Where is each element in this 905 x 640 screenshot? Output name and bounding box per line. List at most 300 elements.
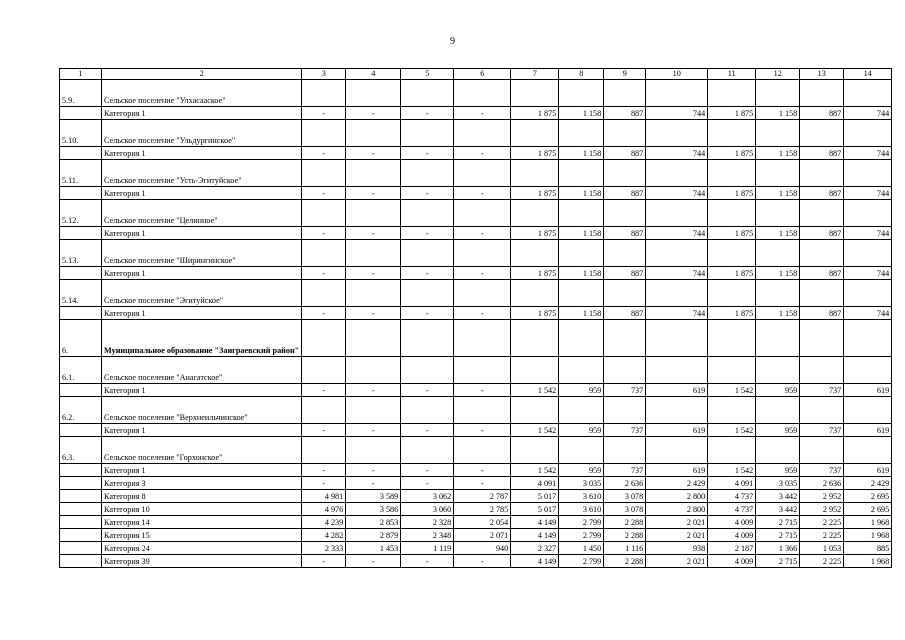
empty-cell: [800, 120, 844, 147]
value-cell: 2 327: [511, 542, 559, 555]
value-cell: 3 610: [559, 490, 604, 503]
value-cell: 959: [559, 424, 604, 437]
value-cell: 3 078: [604, 490, 646, 503]
row-index: [60, 503, 102, 516]
value-cell: 938: [646, 542, 708, 555]
value-cell: -: [401, 424, 454, 437]
empty-cell: [756, 437, 800, 464]
row-name: Сельское поселение "Улхасааское": [102, 80, 302, 107]
empty-cell: [604, 437, 646, 464]
value-cell: 1 158: [559, 307, 604, 320]
empty-cell: [708, 280, 756, 307]
empty-cell: [511, 357, 559, 384]
value-cell: 3 078: [604, 503, 646, 516]
column-header: 13: [800, 69, 844, 80]
value-cell: 1 116: [604, 542, 646, 555]
value-cell: 887: [800, 107, 844, 120]
value-cell: 940: [454, 542, 511, 555]
empty-cell: [646, 397, 708, 424]
value-cell: 737: [800, 424, 844, 437]
settlement-row: [60, 120, 892, 147]
value-cell: 885: [844, 542, 892, 555]
value-cell: -: [454, 267, 511, 280]
value-cell: 2 715: [756, 529, 800, 542]
empty-cell: [559, 280, 604, 307]
category-row: [60, 187, 892, 200]
empty-cell: [800, 397, 844, 424]
settlement-row: [60, 240, 892, 267]
empty-cell: [401, 200, 454, 227]
column-header: 4: [346, 69, 401, 80]
value-cell: 1 968: [844, 529, 892, 542]
empty-cell: [401, 280, 454, 307]
value-cell: 2 636: [800, 477, 844, 490]
value-cell: 3 442: [756, 490, 800, 503]
value-cell: 1 875: [708, 107, 756, 120]
empty-cell: [604, 320, 646, 357]
column-header: 9: [604, 69, 646, 80]
value-cell: 744: [646, 307, 708, 320]
column-header: 6: [454, 69, 511, 80]
value-cell: 1 542: [708, 384, 756, 397]
value-cell: 2 429: [844, 477, 892, 490]
value-cell: 2 054: [454, 516, 511, 529]
empty-cell: [454, 280, 511, 307]
column-header: 1: [60, 69, 102, 80]
empty-cell: [346, 240, 401, 267]
empty-cell: [511, 200, 559, 227]
empty-cell: [604, 280, 646, 307]
value-cell: 737: [604, 384, 646, 397]
category-row: [60, 307, 892, 320]
value-cell: 1 875: [511, 107, 559, 120]
value-cell: 1 875: [511, 267, 559, 280]
value-cell: 5 017: [511, 490, 559, 503]
value-cell: 4 737: [708, 503, 756, 516]
empty-cell: [559, 320, 604, 357]
value-cell: 887: [800, 307, 844, 320]
value-cell: 2 787: [454, 490, 511, 503]
empty-cell: [756, 120, 800, 147]
empty-cell: [646, 437, 708, 464]
empty-cell: [708, 80, 756, 107]
empty-cell: [708, 397, 756, 424]
row-name: Категория 1: [102, 307, 302, 320]
row-index: [60, 464, 102, 477]
empty-cell: [454, 200, 511, 227]
empty-cell: [302, 437, 346, 464]
column-header: 14: [844, 69, 892, 80]
row-index: [60, 267, 102, 280]
value-cell: -: [454, 464, 511, 477]
value-cell: 4 737: [708, 490, 756, 503]
empty-cell: [844, 120, 892, 147]
value-cell: 619: [646, 464, 708, 477]
value-cell: -: [454, 384, 511, 397]
row-index: [60, 555, 102, 568]
value-cell: 959: [559, 384, 604, 397]
empty-cell: [454, 120, 511, 147]
page-number: 9: [450, 36, 455, 47]
value-cell: -: [302, 227, 346, 240]
value-cell: 1 875: [708, 307, 756, 320]
value-cell: -: [346, 307, 401, 320]
row-index: 5.14.: [60, 280, 102, 307]
value-cell: 4 981: [302, 490, 346, 503]
empty-cell: [646, 320, 708, 357]
value-cell: 2 071: [454, 529, 511, 542]
value-cell: 2 429: [646, 477, 708, 490]
category-row: [60, 227, 892, 240]
value-cell: 1 158: [559, 147, 604, 160]
value-cell: 1 450: [559, 542, 604, 555]
empty-cell: [708, 357, 756, 384]
empty-cell: [346, 397, 401, 424]
row-index: 5.9.: [60, 80, 102, 107]
empty-cell: [346, 200, 401, 227]
value-cell: 887: [604, 107, 646, 120]
value-cell: -: [401, 477, 454, 490]
value-cell: 619: [844, 424, 892, 437]
empty-cell: [346, 357, 401, 384]
value-cell: -: [401, 267, 454, 280]
value-cell: -: [302, 267, 346, 280]
row-index: [60, 424, 102, 437]
value-cell: -: [401, 555, 454, 568]
value-cell: 1 158: [559, 267, 604, 280]
value-cell: 3 610: [559, 503, 604, 516]
value-cell: 1 158: [756, 267, 800, 280]
row-name: Категория 1: [102, 227, 302, 240]
empty-cell: [844, 437, 892, 464]
value-cell: 2 952: [800, 503, 844, 516]
value-cell: -: [346, 187, 401, 200]
value-cell: 887: [800, 147, 844, 160]
empty-cell: [346, 160, 401, 187]
value-cell: -: [346, 555, 401, 568]
value-cell: 1 968: [844, 555, 892, 568]
row-index: 6.3.: [60, 437, 102, 464]
row-name: Сельское поселение "Верхнеильчинское": [102, 397, 302, 424]
empty-cell: [511, 397, 559, 424]
empty-cell: [511, 120, 559, 147]
value-cell: -: [454, 424, 511, 437]
value-cell: -: [302, 477, 346, 490]
value-cell: 959: [756, 424, 800, 437]
row-index: [60, 307, 102, 320]
empty-cell: [800, 437, 844, 464]
row-name: Сельское поселение "Ширингинское": [102, 240, 302, 267]
empty-cell: [454, 397, 511, 424]
value-cell: 3 589: [346, 490, 401, 503]
empty-cell: [401, 437, 454, 464]
value-cell: -: [302, 187, 346, 200]
value-cell: 2 879: [346, 529, 401, 542]
value-cell: 4 009: [708, 555, 756, 568]
value-cell: 959: [756, 384, 800, 397]
value-cell: 744: [646, 107, 708, 120]
value-cell: 1 158: [559, 187, 604, 200]
empty-cell: [756, 397, 800, 424]
empty-cell: [559, 120, 604, 147]
category-row: [60, 477, 892, 490]
empty-cell: [708, 320, 756, 357]
empty-cell: [604, 240, 646, 267]
empty-cell: [302, 320, 346, 357]
empty-cell: [454, 320, 511, 357]
column-header: 5: [401, 69, 454, 80]
empty-cell: [346, 437, 401, 464]
municipality-row: [60, 320, 892, 357]
value-cell: -: [346, 464, 401, 477]
row-name: Сельское поселение "Усть-Эгитуйское": [102, 160, 302, 187]
value-cell: 744: [844, 107, 892, 120]
row-name: Категория 24: [102, 542, 302, 555]
row-name: Категория 14: [102, 516, 302, 529]
value-cell: -: [401, 307, 454, 320]
value-cell: -: [346, 477, 401, 490]
value-cell: 1 542: [708, 464, 756, 477]
empty-cell: [800, 80, 844, 107]
value-cell: 1 158: [756, 147, 800, 160]
empty-cell: [346, 280, 401, 307]
value-cell: 2 187: [708, 542, 756, 555]
empty-cell: [454, 357, 511, 384]
empty-cell: [559, 80, 604, 107]
row-name: Муниципальное образование "Заиграевский район": [102, 320, 302, 357]
row-name: Категория 8: [102, 490, 302, 503]
value-cell: 2 348: [401, 529, 454, 542]
empty-cell: [844, 200, 892, 227]
value-cell: 1 158: [756, 227, 800, 240]
empty-cell: [756, 357, 800, 384]
value-cell: 1 053: [800, 542, 844, 555]
row-index: [60, 529, 102, 542]
empty-cell: [346, 320, 401, 357]
value-cell: -: [302, 464, 346, 477]
row-index: [60, 147, 102, 160]
empty-cell: [604, 200, 646, 227]
row-name: Категория 1: [102, 107, 302, 120]
value-cell: 3 442: [756, 503, 800, 516]
category-row: [60, 147, 892, 160]
value-cell: 2 695: [844, 490, 892, 503]
value-cell: 1 542: [708, 424, 756, 437]
value-cell: 1 158: [756, 107, 800, 120]
empty-cell: [708, 160, 756, 187]
empty-cell: [604, 160, 646, 187]
empty-cell: [511, 80, 559, 107]
empty-cell: [756, 80, 800, 107]
value-cell: 744: [646, 187, 708, 200]
value-cell: 887: [604, 147, 646, 160]
value-cell: -: [454, 307, 511, 320]
value-cell: -: [346, 227, 401, 240]
category-row: [60, 516, 892, 529]
empty-cell: [604, 80, 646, 107]
empty-cell: [646, 280, 708, 307]
row-index: [60, 187, 102, 200]
value-cell: 887: [604, 227, 646, 240]
value-cell: 1 875: [708, 227, 756, 240]
value-cell: -: [454, 147, 511, 160]
empty-cell: [708, 120, 756, 147]
value-cell: 2 785: [454, 503, 511, 516]
value-cell: 4 239: [302, 516, 346, 529]
category-row: [60, 267, 892, 280]
empty-cell: [511, 160, 559, 187]
row-name: Категория 1: [102, 187, 302, 200]
value-cell: 1 542: [511, 424, 559, 437]
value-cell: -: [401, 227, 454, 240]
value-cell: 1 119: [401, 542, 454, 555]
value-cell: 2 021: [646, 555, 708, 568]
empty-cell: [646, 240, 708, 267]
value-cell: -: [302, 147, 346, 160]
empty-cell: [302, 80, 346, 107]
category-row: [60, 424, 892, 437]
value-cell: -: [454, 187, 511, 200]
empty-cell: [800, 200, 844, 227]
category-row: [60, 490, 892, 503]
empty-cell: [800, 280, 844, 307]
value-cell: 4 091: [511, 477, 559, 490]
value-cell: 1 875: [511, 147, 559, 160]
value-cell: 744: [646, 267, 708, 280]
value-cell: 887: [800, 227, 844, 240]
value-cell: 2 333: [302, 542, 346, 555]
empty-cell: [800, 160, 844, 187]
value-cell: 1 366: [756, 542, 800, 555]
category-row: [60, 464, 892, 477]
empty-cell: [401, 320, 454, 357]
empty-cell: [454, 160, 511, 187]
value-cell: -: [401, 147, 454, 160]
value-cell: 1 968: [844, 516, 892, 529]
row-name: Категория 1: [102, 267, 302, 280]
value-cell: 737: [800, 464, 844, 477]
value-cell: 1 875: [511, 187, 559, 200]
value-cell: 4 009: [708, 516, 756, 529]
value-cell: 4 282: [302, 529, 346, 542]
value-cell: 887: [604, 187, 646, 200]
value-cell: 1 542: [511, 384, 559, 397]
empty-cell: [302, 120, 346, 147]
row-index: 6.2.: [60, 397, 102, 424]
empty-cell: [756, 200, 800, 227]
empty-cell: [708, 240, 756, 267]
settlement-row: [60, 437, 892, 464]
row-index: [60, 384, 102, 397]
value-cell: -: [401, 384, 454, 397]
value-cell: 1 875: [708, 187, 756, 200]
empty-cell: [346, 120, 401, 147]
empty-cell: [646, 200, 708, 227]
empty-cell: [646, 160, 708, 187]
value-cell: 2 225: [800, 529, 844, 542]
row-name: Категория 39: [102, 555, 302, 568]
empty-cell: [559, 357, 604, 384]
value-cell: 3 062: [401, 490, 454, 503]
value-cell: -: [302, 424, 346, 437]
row-index: [60, 542, 102, 555]
value-cell: 2 021: [646, 516, 708, 529]
value-cell: 2 853: [346, 516, 401, 529]
value-cell: -: [454, 107, 511, 120]
row-name: Категория 1: [102, 147, 302, 160]
value-cell: 2 799: [559, 555, 604, 568]
empty-cell: [604, 120, 646, 147]
settlement-row: [60, 80, 892, 107]
value-cell: 2 636: [604, 477, 646, 490]
empty-cell: [844, 357, 892, 384]
empty-cell: [454, 80, 511, 107]
value-cell: 2 328: [401, 516, 454, 529]
value-cell: 2 715: [756, 555, 800, 568]
value-cell: 5 017: [511, 503, 559, 516]
value-cell: -: [401, 107, 454, 120]
empty-cell: [604, 357, 646, 384]
value-cell: -: [346, 267, 401, 280]
value-cell: 1 542: [511, 464, 559, 477]
empty-cell: [844, 280, 892, 307]
column-header: 3: [302, 69, 346, 80]
row-name: Категория 3: [102, 477, 302, 490]
value-cell: 4 091: [708, 477, 756, 490]
empty-cell: [708, 437, 756, 464]
value-cell: 619: [646, 424, 708, 437]
value-cell: 1 875: [708, 147, 756, 160]
empty-cell: [559, 160, 604, 187]
empty-cell: [646, 80, 708, 107]
value-cell: 744: [844, 147, 892, 160]
value-cell: 619: [646, 384, 708, 397]
value-cell: 1 875: [511, 307, 559, 320]
row-index: [60, 107, 102, 120]
value-cell: 1 875: [708, 267, 756, 280]
value-cell: 2 021: [646, 529, 708, 542]
value-cell: -: [401, 187, 454, 200]
row-name: Категория 1: [102, 384, 302, 397]
empty-cell: [302, 240, 346, 267]
value-cell: 2 715: [756, 516, 800, 529]
empty-cell: [844, 240, 892, 267]
value-cell: 2 800: [646, 490, 708, 503]
empty-cell: [401, 357, 454, 384]
value-cell: -: [302, 555, 346, 568]
row-name: Сельское поселение "Анагатское": [102, 357, 302, 384]
header-row: [60, 69, 892, 80]
column-header: 10: [646, 69, 708, 80]
value-cell: 619: [844, 464, 892, 477]
value-cell: 2 288: [604, 529, 646, 542]
row-index: [60, 516, 102, 529]
value-cell: 2 695: [844, 503, 892, 516]
settlement-row: [60, 160, 892, 187]
row-name: Сельское поселение "Целинное": [102, 200, 302, 227]
value-cell: -: [346, 107, 401, 120]
value-cell: 744: [844, 227, 892, 240]
row-name: Сельское поселение "Горхонское": [102, 437, 302, 464]
settlement-row: [60, 397, 892, 424]
column-header: 12: [756, 69, 800, 80]
empty-cell: [401, 397, 454, 424]
row-index: [60, 490, 102, 503]
value-cell: 744: [646, 227, 708, 240]
value-cell: 1 875: [511, 227, 559, 240]
value-cell: 2 952: [800, 490, 844, 503]
value-cell: 2 225: [800, 516, 844, 529]
